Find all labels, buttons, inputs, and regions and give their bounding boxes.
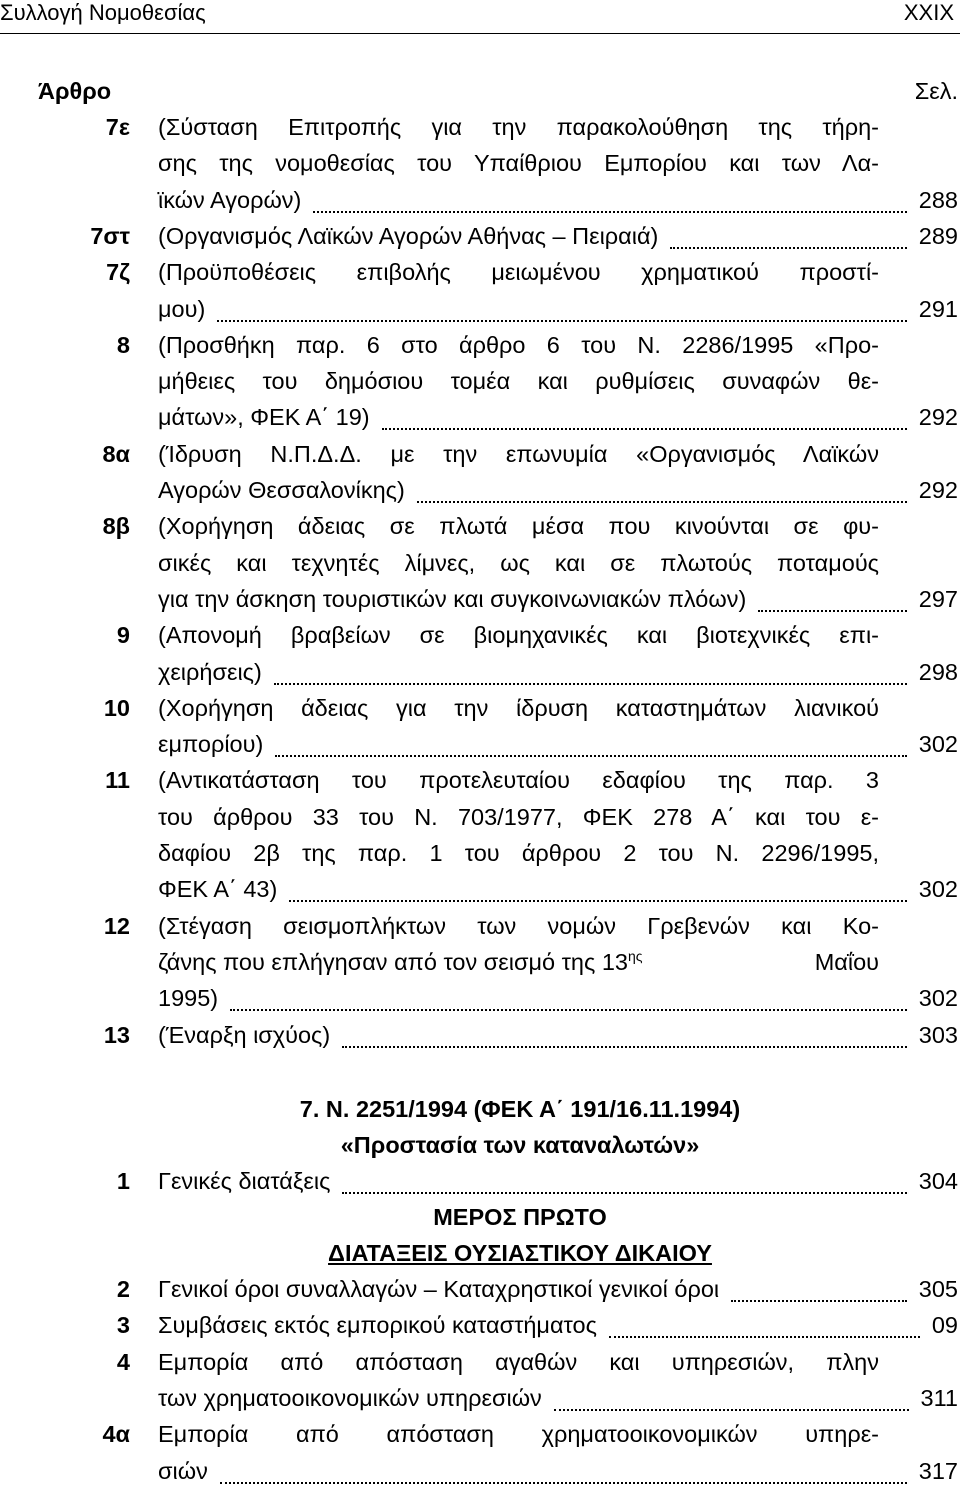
article-number: 2 — [116, 1276, 130, 1302]
dot-leader — [417, 501, 907, 503]
law-title: 7. Ν. 2251/1994 (ΦΕΚ Α΄ 191/16.11.1994) — [299, 1096, 741, 1122]
article-number: 7στ — [90, 222, 130, 249]
entry-text-line: Γενικές διατάξεις — [158, 1168, 331, 1194]
entry-text-line: για την άσκηση τουριστικών και συγκοινωνιακών πλόων) — [158, 585, 747, 612]
dot-leader — [275, 755, 906, 757]
entry-text-line: Αγορών Θεσσαλονίκης) — [158, 477, 405, 503]
dot-leader — [342, 1046, 907, 1048]
article-number: 9 — [116, 622, 130, 649]
entry-text-line: (Έναρξη ισχύος) — [158, 1021, 331, 1048]
dot-leader — [220, 1482, 907, 1484]
article-number: 11 — [105, 767, 130, 794]
collection-title: Συλλογή Νομοθεσίας — [0, 0, 206, 25]
page-number: 297 — [918, 585, 958, 612]
entry-text-part: Μαΐου — [814, 948, 879, 975]
entry-text-line: (Οργανισμός Λαϊκών Αγορών Αθήνας – Πειραιά) — [158, 222, 659, 249]
page-number: 291 — [918, 295, 958, 322]
dot-leader — [342, 1192, 906, 1194]
article-number: 7ε — [105, 114, 130, 140]
part-title: ΜΕΡΟΣ ΠΡΩΤΟ — [433, 1204, 607, 1230]
entry-text-line: (Προϋποθέσεις επιβολής μειωμένου χρηματικού προστί- — [158, 259, 879, 286]
page-number: 303 — [918, 1021, 958, 1048]
dot-leader — [670, 247, 906, 249]
entry-text-line: των χρηματοοικονομικών υπηρεσιών — [158, 1384, 542, 1411]
entry-text-line: 1995) — [158, 985, 219, 1012]
page-number: 317 — [918, 1457, 958, 1484]
entry-text-line: (Απονομή βραβείων σε βιομηχανικές και βιοτεχνικές επι- — [158, 622, 879, 649]
article-number: 3 — [116, 1312, 130, 1339]
page-number: 292 — [918, 477, 958, 503]
entry-text-part: ζάνης που επλήγησαν από τον σεισμό της 13 — [158, 948, 628, 975]
dot-leader — [274, 683, 907, 685]
dot-leader — [731, 1300, 907, 1302]
article-column-heading: Άρθρο — [38, 78, 112, 104]
dot-leader — [217, 320, 906, 322]
page-number: 292 — [918, 404, 958, 431]
part-subtitle: ΔΙΑΤΑΞΕΙΣ ΟΥΣΙΑΣΤΙΚΟΥ ΔΙΚΑΙΟΥ — [328, 1240, 712, 1266]
page-number: 311 — [920, 1384, 958, 1411]
entry-text-line: δαφίου 2β της παρ. 1 του άρθρου 2 του Ν. 2296/1995, — [158, 840, 879, 866]
law-subtitle: «Προστασία των καταναλωτών» — [340, 1132, 700, 1158]
dot-leader — [313, 211, 906, 213]
page-number: 305 — [918, 1276, 958, 1302]
entry-text-line: ϊκών Αγορών) — [158, 186, 302, 213]
dot-leader — [230, 1009, 907, 1011]
article-number: 1 — [116, 1168, 130, 1194]
entry-text-line: (Στέγαση σεισμοπλήκτων των νομών Γρεβενών και Κο- — [158, 912, 879, 939]
header-rule — [0, 33, 960, 34]
entry-text-line: (Χορήγηση άδειας σε πλωτά μέσα που κινούνται σε φυ- — [158, 513, 879, 540]
page-number: 302 — [918, 876, 958, 903]
entry-text-line: σικές και τεχνητές λίμνες, ως και σε πλωτούς ποταμούς — [158, 549, 879, 576]
dot-leader — [609, 1336, 920, 1338]
dot-leader — [382, 428, 907, 430]
entry-text-line: μάτων», ΦΕΚ Α΄ 19) — [158, 404, 370, 431]
entry-text-line: ΦΕΚ Α΄ 43) — [158, 876, 278, 903]
entry-text-line: (Σύσταση Επιτροπής για την παρακολούθηση της τήρη- — [158, 114, 879, 140]
dot-leader — [289, 900, 906, 902]
article-number: 12 — [103, 912, 130, 939]
article-number: 8α — [102, 440, 130, 467]
article-number: 8β — [102, 513, 130, 540]
entry-text-line: εμπορίου) — [158, 731, 264, 758]
page-number: 302 — [918, 985, 958, 1012]
entry-text-line: (Χορήγηση άδειας για την ίδρυση καταστημάτων λιανικού — [158, 694, 879, 721]
entry-text-line: Εμπορία από απόσταση αγαθών και υπηρεσιών, πλην — [158, 1348, 879, 1375]
entry-text-line: (Αντικατάσταση του προτελευταίου εδαφίου της παρ. 3 — [158, 767, 879, 794]
entry-text-line: μήθειες του δημόσιου τομέα και ρυθμίσεις συναφών θε- — [158, 368, 879, 395]
entry-text-line: μου) — [158, 295, 206, 322]
article-number: 13 — [103, 1021, 130, 1048]
running-header — [0, 0, 960, 26]
entry-text-line: Εμπορία από απόσταση χρηματοοικονομικών υπηρε- — [158, 1421, 879, 1448]
entry-text-line: (Ίδρυση Ν.Π.Δ.Δ. με την επωνυμία «Οργανισμός Λαϊκών — [158, 440, 879, 467]
page-number: 298 — [918, 658, 958, 685]
dot-leader — [554, 1409, 909, 1411]
entry-text-line: Συμβάσεις εκτός εμπορικού καταστήματος — [158, 1312, 597, 1339]
article-number: 10 — [103, 694, 130, 721]
entry-text-line — [158, 949, 879, 976]
entry-text-line: (Προσθήκη παρ. 6 στο άρθρο 6 του Ν. 2286/1995 «Προ- — [158, 331, 879, 358]
article-number: 7ζ — [106, 259, 130, 286]
page-number: 09 — [931, 1312, 958, 1339]
page-number: 304 — [918, 1168, 958, 1194]
superscript: ης — [627, 948, 643, 965]
entry-text-line: του άρθρου 33 του Ν. 703/1977, ΦΕΚ 278 Α΄ και του ε- — [158, 803, 879, 830]
page-number: 288 — [918, 186, 958, 213]
entry-text-line: σης της νομοθεσίας του Υπαίθριου Εμπορίου και των Λα- — [158, 150, 879, 177]
entry-text-line: χειρήσεις) — [158, 658, 262, 685]
entry-text-line: σιών — [158, 1457, 208, 1484]
roman-page-number: XXIX — [903, 0, 954, 25]
dot-leader — [758, 610, 906, 612]
article-number: 4 — [116, 1348, 130, 1375]
article-number: 4α — [102, 1421, 130, 1448]
article-number: 8 — [116, 331, 130, 358]
page-number: 289 — [918, 222, 958, 249]
page-number: 302 — [918, 731, 958, 758]
page-column-heading: Σελ. — [914, 78, 958, 104]
entry-text-line: Γενικοί όροι συναλλαγών – Καταχρηστικοί γενικοί όροι — [158, 1276, 720, 1302]
